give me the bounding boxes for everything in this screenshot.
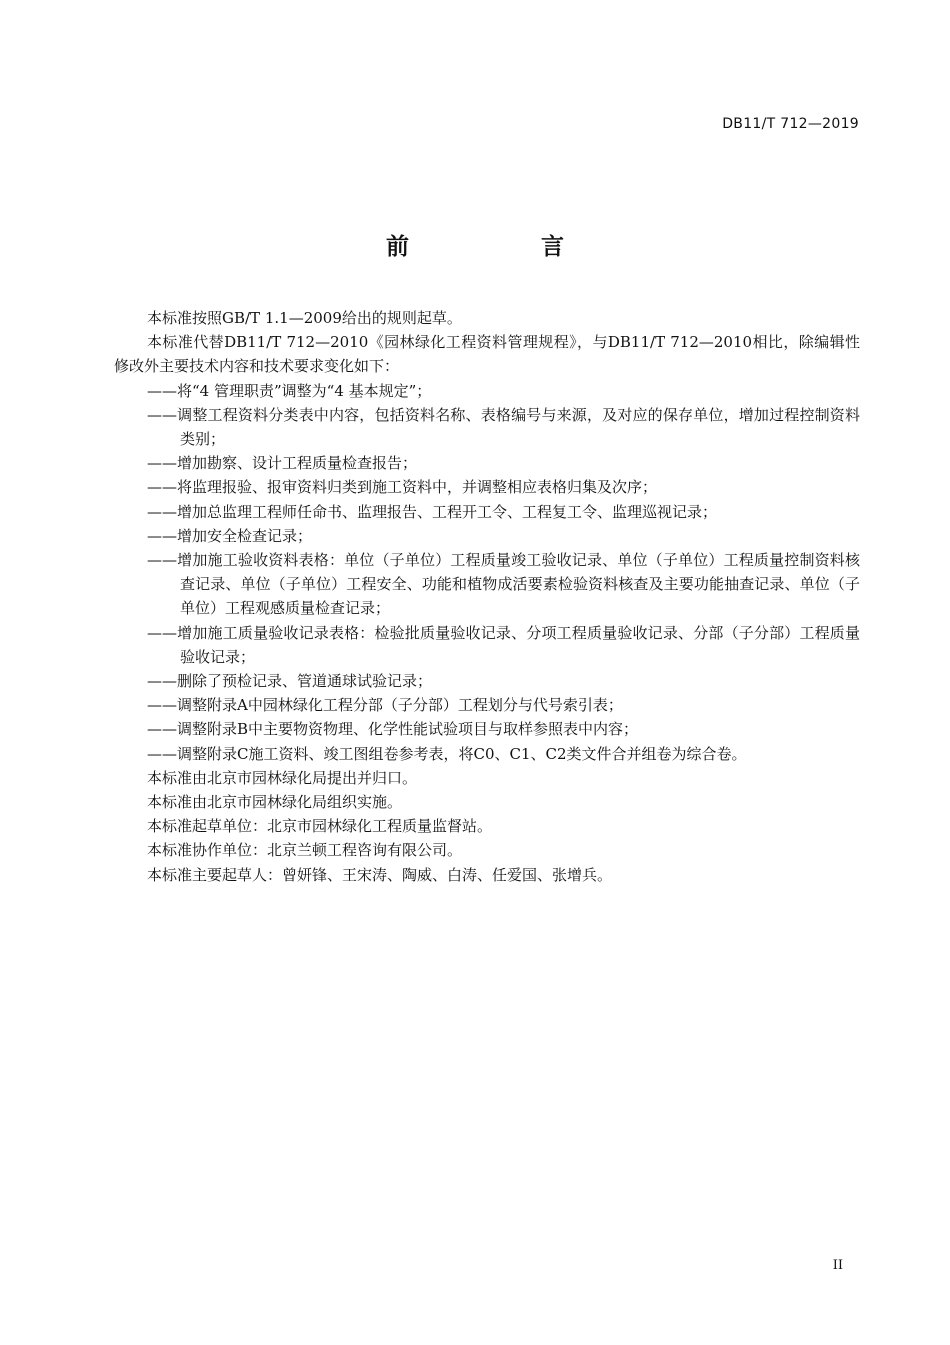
change-item: ——调整附录A中园林绿化工程分部（子分部）工程划分与代号索引表； [147,696,623,715]
foreword-body [114,306,860,887]
change-item: ——将“4 管理职责”调整为“4 基本规定”； [147,381,432,400]
change-item: ——调整附录B中主要物资物理、化学性能试验项目与取样参照表中内容； [147,720,639,739]
change-item: ——增加总监理工程师任命书、监理报告、工程开工令、工程复工令、监理巡视记录； [147,502,718,521]
outro-paragraph: 本标准起草单位：北京市园林绿化工程质量监督站。 [147,817,493,836]
outro-paragraph: 本标准由北京市园林绿化局组织实施。 [147,793,403,812]
change-item: ——删除了预检记录、管道通球试验记录； [147,672,433,691]
intro-paragraph: 本标准按照GB/T 1.1—2009给出的规则起草。 [147,309,462,327]
page-title: 前 言 [385,234,626,260]
change-item: ——增加安全检查记录； [147,526,313,545]
change-item: ——调整附录C施工资料、竣工图组卷参考表，将C0、C1、C2类文件合并组卷为综合卷。 [147,744,747,763]
change-item: ——调整工程资料分类表中内容，包括资料名称、表格编号与来源，及对应的保存单位，增加过程控制资料类别； [147,405,860,449]
outro-paragraph: 本标准主要起草人：曾妍锋、王宋涛、陶威、白涛、任爱国、张增兵。 [147,865,613,884]
page-number: II [832,1258,843,1273]
standard-code: DB11/T 712—2019 [722,116,859,132]
change-item: ——增加施工质量验收记录表格：检验批质量验收记录、分项工程质量验收记录、分部（子分部）工程质量验收记录； [147,623,860,666]
change-item: ——增加施工验收资料表格：单位（子单位）工程质量竣工验收记录、单位（子单位）工程质量控制资料核查记录、单位（子单位）工程安全、功能和植物成活要素检验资料核查及主要功能抽查记录、单位（子单位）工程观感质量检查记录； [147,551,860,618]
intro-paragraph: 本标准代替DB11/T 712—2010《园林绿化工程资料管理规程》，与DB11/T 712—2010相比，除编辑性修改外主要技术内容和技术要求变化如下： [114,333,860,376]
change-item: ——增加勘察、设计工程质量检查报告； [147,454,418,473]
outro-paragraph: 本标准由北京市园林绿化局提出并归口。 [147,768,418,787]
outro-paragraph: 本标准协作单位：北京兰顿工程咨询有限公司。 [147,841,463,860]
change-item: ——将监理报验、报审资料归类到施工资料中，并调整相应表格归集及次序； [147,478,658,497]
